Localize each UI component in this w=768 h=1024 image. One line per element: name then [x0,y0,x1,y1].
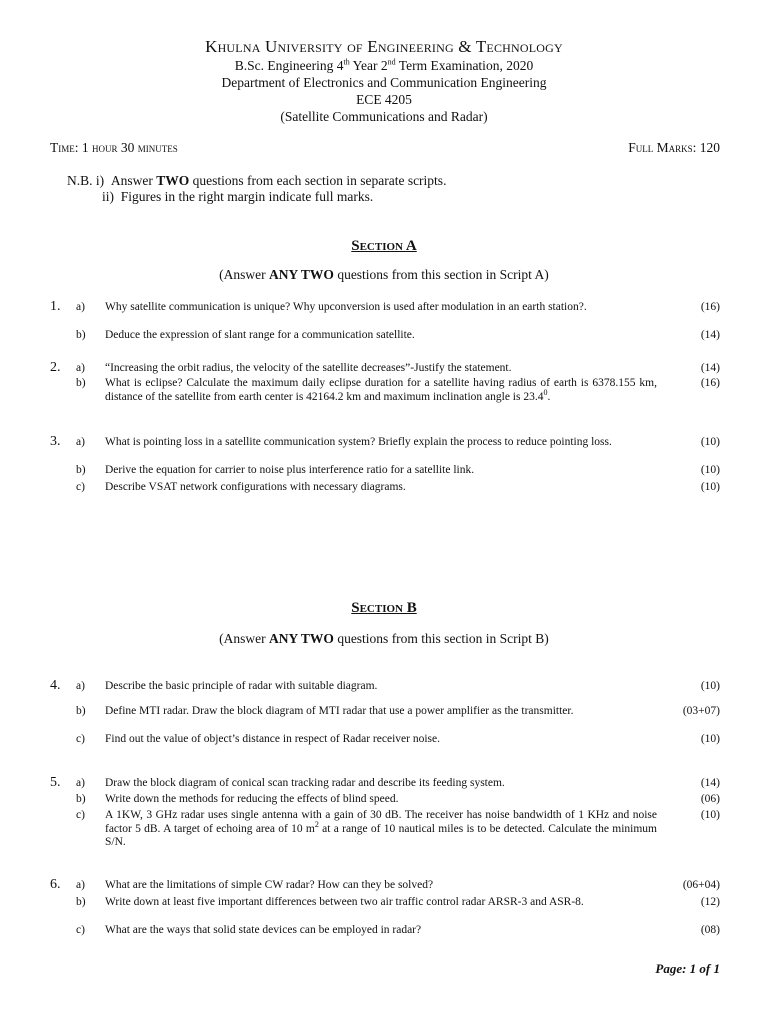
question-number: 3. [50,434,61,449]
department-name: Department of Electronics and Communication Engineering [221,75,547,90]
part-marks: (14) [700,777,720,789]
part-marks: (10) [700,481,720,493]
question-number: 4. [50,678,61,693]
part-label: a) [76,301,85,313]
part-label: b) [76,329,86,341]
part-text: What are the limitations of simple CW radar? How can they be solved? [105,879,434,891]
exam-title: B.Sc. Engineering 4th Year 2nd Term Examination, 2020 [234,57,534,73]
part-label: c) [76,481,85,493]
part-label: a) [76,436,85,448]
part-text: Describe the basic principle of radar with suitable diagram. [105,680,378,692]
part-marks: (10) [700,464,720,476]
part-marks: (16) [700,301,720,313]
part-text: Why satellite communication is unique? Why upconversion is used after modulation in an earth station?. [105,301,587,313]
part-label: c) [76,733,85,745]
part-label: a) [76,879,85,891]
part-text: Write down the methods for reducing the effects of blind speed. [105,793,399,805]
part-label: b) [76,896,86,908]
part-label: b) [76,464,86,476]
part-text: What are the ways that solid state devices can be employed in radar? [105,924,422,936]
exam-time: Time: 1 hour 30 minutes [50,140,178,155]
part-label: b) [76,793,86,805]
part-marks: (10) [700,436,720,448]
part-marks: (10) [700,733,720,745]
part-text: Derive the equation for carrier to noise plus interference ratio for a satellite link. [105,464,475,476]
section-b-title: Section B [351,600,417,616]
question-number: 5. [50,775,61,790]
part-text: Deduce the expression of slant range for a communication satellite. [105,329,415,341]
part-marks: (12) [700,896,720,908]
section-b-instruction: (Answer ANY TWO questions from this section in Script B) [219,631,549,646]
question-number: 1. [50,299,61,314]
part-label: a) [76,362,85,374]
section-a-title: Section A [351,238,417,254]
section-a-instruction: (Answer ANY TWO questions from this section in Script A) [219,267,549,282]
part-marks: (06) [700,793,720,805]
part-label: b) [76,377,86,389]
part-text: Find out the value of object’s distance in respect of Radar receiver noise. [105,733,440,745]
part-marks: (14) [700,362,720,374]
full-marks: Full Marks: 120 [628,140,720,155]
part-text: Write down at least five important differences between two air traffic control radar ARSR-3 and ASR-8. [105,896,584,908]
part-text: Draw the block diagram of conical scan tracking radar and describe its feeding system. [105,777,505,789]
part-text: “Increasing the orbit radius, the velocity of the satellite decreases”-Justify the statement. [105,362,512,374]
part-text: What is pointing loss in a satellite communication system? Briefly explain the process to reduce pointing loss. [105,436,612,448]
university-name: Khulna University of Engineering & Technology [205,37,563,56]
part-marks: (14) [700,329,720,341]
course-title: (Satellite Communications and Radar) [280,109,488,124]
part-label: c) [76,809,85,821]
part-marks: (10) [700,680,720,692]
part-label: c) [76,924,85,936]
part-marks: (08) [700,924,720,936]
course-code: ECE 4205 [356,92,412,107]
part-text: Describe VSAT network configurations with necessary diagrams. [105,481,406,493]
question-number: 6. [50,877,61,892]
part-label: b) [76,705,86,717]
question-number: 2. [50,360,61,375]
note-1: N.B. i) Answer TWO questions from each section in separate scripts. [67,173,447,188]
part-text: Define MTI radar. Draw the block diagram of MTI radar that use a power amplifier as the transmitter. [105,705,574,717]
part-marks: (03+07) [682,705,720,717]
part-marks: (10) [700,809,720,821]
part-marks: (16) [700,377,720,389]
note-2: ii) Figures in the right margin indicate full marks. [102,189,374,204]
part-text: A 1KW, 3 GHz radar uses single antenna with a gain of 30 dB. The receiver has noise bandwidth of 1 KHz and noise factor 5 dB. A target of echoing area of 10 $m^2$ at a range of 10 nautical miles is to be detected. Calculate the minimum S/N. [105,809,658,848]
part-label: a) [76,777,85,789]
part-label: a) [76,680,85,692]
part-text: What is eclipse? Calculate the maximum daily eclipse duration for a satellite having radius of earth is 6378.155 km, distance of the satellite from earth center is 42164.2 km and maximum inclination angle is 23.4$^0$. [105,377,657,403]
part-marks: (06+04) [682,879,720,891]
page-number: Page: 1 of 1 [655,961,720,976]
